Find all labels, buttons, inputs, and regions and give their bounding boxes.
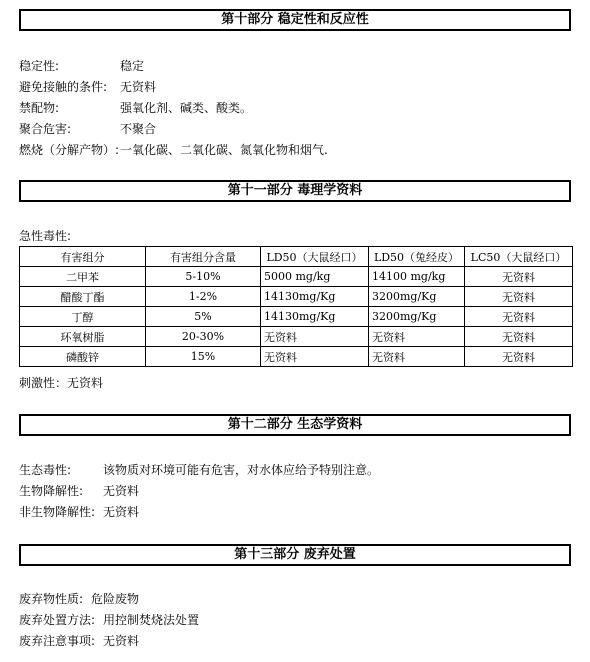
- waste-nature-label: 废弃物性质:: [19, 592, 84, 606]
- stability-label: 稳定性:: [19, 59, 60, 73]
- section-13-header: 第十三部分 废弃处置: [19, 544, 571, 566]
- column-header: 有害组分: [20, 247, 146, 267]
- table-cell: 无资料: [465, 267, 573, 287]
- polymerization-value: 不聚合: [120, 122, 157, 136]
- column-header: LC50（大鼠经口）: [465, 247, 573, 267]
- disposal-notes-value: 无资料: [103, 634, 140, 648]
- section-11-header: 第十一部分 毒理学资料: [19, 180, 571, 202]
- stability-value: 稳定: [120, 59, 145, 73]
- column-header: LD50（大鼠经口）: [261, 247, 369, 267]
- table-cell: 5000 mg/kg: [261, 267, 369, 287]
- table-row: [20, 347, 573, 367]
- abiotic-degradability-value: 无资料: [103, 505, 140, 519]
- waste-nature-row: [19, 592, 140, 606]
- table-cell: 无资料: [465, 327, 573, 347]
- table-row: [20, 307, 573, 327]
- table-row: [20, 327, 573, 347]
- table-cell: 醋酸丁酯: [20, 287, 146, 307]
- section-10-header: 第十部分 稳定性和反应性: [19, 9, 571, 31]
- table-row: [20, 267, 573, 287]
- ecotoxicity-label: 生态毒性:: [19, 463, 72, 477]
- table-cell: 3200mg/Kg: [369, 307, 465, 327]
- table-cell: 5-10%: [146, 267, 261, 287]
- table-header-row: [20, 247, 573, 267]
- disposal-notes-label: 废弃注意事项:: [19, 634, 96, 648]
- biodegradability-value: 无资料: [103, 484, 140, 498]
- table-cell: 无资料: [261, 347, 369, 367]
- acute-toxicity-label: 急性毒性:: [19, 229, 72, 243]
- disposal-notes-row: [19, 634, 140, 648]
- table-cell: 二甲苯: [20, 267, 146, 287]
- column-header: LD50（兔经皮）: [369, 247, 465, 267]
- avoid-conditions-label: 避免接触的条件:: [19, 80, 108, 94]
- ecotoxicity-value: 该物质对环境可能有危害，对水体应给予特别注意。: [103, 463, 380, 477]
- toxicity-table: [19, 246, 573, 367]
- incompatible-row: [19, 101, 253, 115]
- ecotoxicity-row: [19, 463, 380, 477]
- table-cell: 15%: [146, 347, 261, 367]
- table-cell: 14130mg/Kg: [261, 287, 369, 307]
- table-cell: 无资料: [369, 347, 465, 367]
- avoid-conditions-value: 无资料: [120, 80, 157, 94]
- table-cell: 20-30%: [146, 327, 261, 347]
- table-cell: 无资料: [465, 287, 573, 307]
- table-row: [20, 287, 573, 307]
- avoid-conditions-row: [19, 80, 157, 94]
- biodegradability-label: 生物降解性:: [19, 484, 84, 498]
- disposal-method-row: [19, 613, 200, 627]
- abiotic-degradability-label: 非生物降解性:: [19, 505, 96, 519]
- table-cell: 14130mg/Kg: [261, 307, 369, 327]
- irritation-text: 刺激性：无资料: [19, 376, 104, 390]
- incompatible-label: 禁配物:: [19, 101, 60, 115]
- table-cell: 1-2%: [146, 287, 261, 307]
- waste-nature-value: 危险废物: [91, 592, 140, 606]
- table-cell: 无资料: [261, 327, 369, 347]
- disposal-method-value: 用控制焚烧法处置: [103, 613, 200, 627]
- section-12-header: 第十二部分 生态学资料: [19, 414, 571, 436]
- table-cell: 无资料: [369, 327, 465, 347]
- table-cell: 3200mg/Kg: [369, 287, 465, 307]
- table-cell: 无资料: [465, 347, 573, 367]
- column-header: 有害组分含量: [146, 247, 261, 267]
- table-cell: 14100 mg/kg: [369, 267, 465, 287]
- combustion-value: 一氧化碳、二氧化碳、氮氧化物和烟气.: [120, 143, 328, 157]
- polymerization-label: 聚合危害:: [19, 122, 72, 136]
- table-cell: 无资料: [465, 307, 573, 327]
- table-cell: 环氧树脂: [20, 327, 146, 347]
- table-cell: 磷酸锌: [20, 347, 146, 367]
- incompatible-value: 强氧化剂、碱类、酸类。: [120, 101, 253, 115]
- polymerization-row: [19, 122, 157, 136]
- abiotic-degradability-row: [19, 505, 140, 519]
- stability-row: [19, 59, 145, 73]
- combustion-label: 燃烧（分解产物）:: [19, 143, 120, 157]
- combustion-row: [19, 143, 328, 157]
- disposal-method-label: 废弃处置方法:: [19, 613, 96, 627]
- table-cell: 5%: [146, 307, 261, 327]
- table-cell: 丁醇: [20, 307, 146, 327]
- biodegradability-row: [19, 484, 140, 498]
